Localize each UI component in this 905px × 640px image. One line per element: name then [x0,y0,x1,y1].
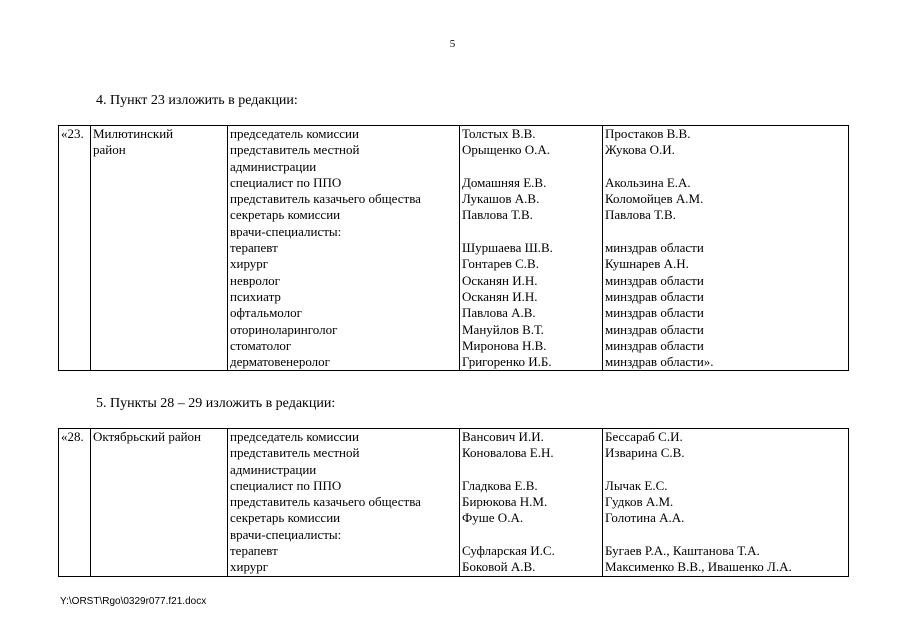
cell-line: Миронова Н.В. [462,337,547,353]
cell-line: Коновалова Е.Н. [462,445,554,461]
cell-line: невролог [230,272,281,288]
cell-line: Вансович И.И. [462,429,544,444]
cell-line: администрации [230,158,317,174]
cell-line: Акользина Е.А. [605,174,691,190]
district-cell [91,126,228,371]
cell-line: секретарь комиссии [230,510,341,526]
cell-line: терапевт [230,543,278,559]
cell-line: представитель казачьего общества [230,191,421,207]
cell-line: Мануйлов В.Т. [462,321,544,337]
commission-table-milyutinsky [58,125,849,371]
cell-line: офтальмолог [230,305,302,321]
section-heading-items-28-29: 5. Пункты 28 – 29 изложить в редакции: [96,396,336,411]
cell-line: Гонтарев С.В. [462,256,539,272]
cell-line [605,462,846,478]
cell-line: администрации [230,461,317,477]
cell-line: Гудков А.М. [605,494,674,510]
cell-line: врачи-специалисты: [230,526,342,542]
cell-line: Бессараб С.И. [605,429,683,444]
roles-cell [228,126,460,371]
cell-line: хирург [230,256,269,272]
cell-line: психиатр [230,288,281,304]
cell-line: район [93,142,126,158]
cell-line: минздрав области». [605,354,714,370]
cell-line: Бирюкова Н.М. [462,494,548,510]
cell-line: специалист по ППО [230,174,342,190]
cell-line: Октябрьский район [93,429,201,444]
cell-line: Шуршаева Ш.В. [462,240,553,256]
reserves-cell [603,126,849,371]
cell-line: дерматовенеролог [230,354,330,370]
table-row [59,126,849,371]
cell-line: Суфларская И.С. [462,543,555,559]
cell-line: Фуше О.А. [462,510,524,526]
cell-line: минздрав области [605,305,704,321]
cell-line: минздрав области [605,272,704,288]
cell-line: минздрав области [605,240,704,256]
cell-line: Голотина А.А. [605,510,685,526]
members-cell [460,429,603,577]
cell-line: Бугаев Р.А., Каштанова Т.А. [605,543,760,559]
table-row [59,429,849,577]
cell-line: терапевт [230,240,278,256]
cell-line: хирург [230,559,269,575]
cell-line: Лычак Е.С. [605,477,668,493]
cell-line: Жукова О.И. [605,142,675,158]
cell-line: Милютинский [93,126,174,141]
cell-line: Кушнарев А.Н. [605,256,689,272]
cell-line: минздрав области [605,337,704,353]
district-cell [91,429,228,577]
cell-line [605,527,846,543]
cell-line [462,462,600,478]
cell-line: Толстых В.В. [462,126,536,141]
members-cell [460,126,603,371]
cell-line [462,527,600,543]
cell-line [605,159,846,175]
cell-line: Павлова А.В. [462,305,536,321]
cell-line: специалист по ППО [230,477,342,493]
commission-table-oktyabrsky [58,428,849,577]
cell-line: Григоренко И.Б. [462,354,552,370]
row-number: «28. [59,429,91,577]
reserves-cell [603,429,849,577]
row-number: «23. [59,126,91,371]
cell-line: Павлова Т.В. [462,207,533,223]
cell-line: Боковой А.В. [462,559,536,575]
cell-line: Коломойцев А.М. [605,191,704,207]
cell-line: председатель комиссии [230,126,359,141]
page-number: 5 [449,38,456,50]
cell-line: минздрав области [605,321,704,337]
section-heading-item-4: 4. Пункт 23 изложить в редакции: [96,93,298,108]
cell-line: Лукашов А.В. [462,191,540,207]
cell-line: минздрав области [605,288,704,304]
cell-line: Осканян И.Н. [462,272,538,288]
cell-line [462,224,600,240]
cell-line: Гладкова Е.В. [462,477,538,493]
cell-line: Орыщенко О.А. [462,142,551,158]
cell-line: оториноларинголог [230,321,338,337]
cell-line: врачи-специалисты: [230,223,342,239]
file-path-footer: Y:\ORST\Rgo\0329r077.f21.docx [60,596,207,607]
cell-line: Максименко В.В., Ивашенко Л.А. [605,559,792,575]
cell-line: представитель казачьего общества [230,494,421,510]
cell-line [462,159,600,175]
cell-line: Павлова Т.В. [605,207,676,223]
roles-cell [228,429,460,577]
cell-line: секретарь комиссии [230,207,341,223]
cell-line: Домашняя Е.В. [462,174,547,190]
cell-line: председатель комиссии [230,429,359,444]
cell-line: представитель местной [230,142,360,158]
cell-line [605,224,846,240]
cell-line: Осканян И.Н. [462,288,538,304]
cell-line: Простаков В.В. [605,126,691,141]
cell-line: стоматолог [230,337,292,353]
cell-line: Изварина С.В. [605,445,685,461]
cell-line: представитель местной [230,445,360,461]
